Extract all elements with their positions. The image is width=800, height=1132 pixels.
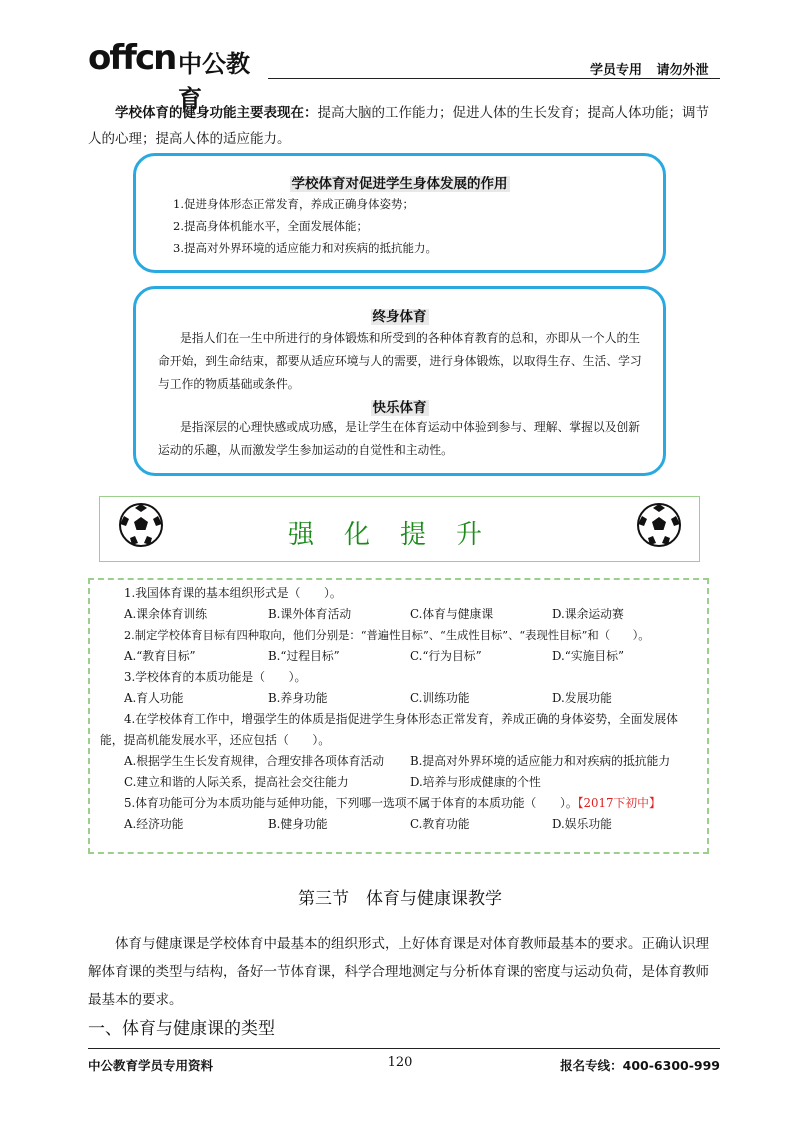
q2-option-b: B.“过程目标” bbox=[268, 649, 340, 663]
q5-option-b: B.健身功能 bbox=[268, 817, 328, 831]
box2-text-happy-pe: 是指深层的心理快感或成功感，是让学生在体育运动中体验到参与、理解、掌握以及创新运动的乐趣，从而激发学生参加运动的自觉性和主动性。 bbox=[158, 420, 641, 457]
q4-option-a: A.根据学生生长发育规律，合理安排各项体育活动 bbox=[124, 754, 385, 768]
q1-option-a: A.课余体育训练 bbox=[124, 607, 208, 621]
intro-text: 提高大脑的工作能力；促进人体的生长发育；提高人体功能；调节人的心理；提高人体的适应能力。 bbox=[88, 105, 709, 147]
intro-paragraph bbox=[88, 100, 720, 152]
box2-title-lifelong-pe: 终身体育 bbox=[372, 309, 427, 325]
page-number: 120 bbox=[387, 1055, 413, 1070]
box1-item: 1.促进身体形态正常发育，养成正确身体姿势； bbox=[173, 197, 414, 211]
box1-title: 学校体育对促进学生身体发展的作用 bbox=[291, 176, 508, 192]
q2-option-d: D.“实施目标” bbox=[552, 649, 625, 663]
q2-option-c: C.“行为目标” bbox=[410, 649, 482, 663]
q5-option-a: A.经济功能 bbox=[124, 817, 184, 831]
footer-hotline: 报名专线：400-6300-999 bbox=[560, 1058, 720, 1073]
q4-option-d: D.培养与形成健康的个性 bbox=[410, 775, 541, 789]
q1-option-d: D.课余运动赛 bbox=[552, 607, 624, 621]
q4-option-b: B.提高对外界环境的适应能力和对疾病的抵抗能力 bbox=[410, 754, 671, 768]
q1-stem: 1.我国体育课的基本组织形式是（ ）。 bbox=[124, 586, 342, 600]
q5-stem: 5.体育功能可分为本质功能与延伸功能，下列哪一选项不属于体育的本质功能（ ）。 bbox=[124, 796, 578, 810]
q1-option-b: B.课外体育活动 bbox=[268, 607, 352, 621]
q2-option-a: A.“教育目标” bbox=[124, 649, 196, 663]
box2-text-lifelong-pe: 是指人们在一生中所进行的身体锻炼和所受到的各种体育教育的总和，亦即从一个人的生命开始，到生命结束，都要从适应环境与人的需要，进行身体锻炼，以取得生存、生活、学习与工作的物质基础或条件。 bbox=[158, 331, 642, 391]
box2-title1-wrap bbox=[133, 305, 666, 325]
q2-stem: 2.制定学校体育目标有四种取向，他们分别是：“普遍性目标”、“生成性目标”、“表现性目标”和（ ）。 bbox=[124, 629, 650, 642]
soccer-ball-icon bbox=[636, 502, 682, 548]
q4-stem: 4.在学校体育工作中，增强学生的体质是指促进学生身体形态正常发育，养成正确的身体姿势，全面发展体能，提高机能发展水平，还应包括（ ）。 bbox=[100, 712, 678, 747]
q3-option-d: D.发展功能 bbox=[552, 691, 612, 705]
box1-item: 3.提高对外界环境的适应能力和对疾病的抵抗能力。 bbox=[173, 241, 437, 255]
q1-option-c: C.体育与健康课 bbox=[410, 607, 494, 621]
intro-bold: 学校体育的健身功能主要表现在： bbox=[115, 105, 318, 121]
box1-title-wrap bbox=[133, 172, 666, 192]
logo bbox=[88, 36, 268, 113]
section-title: 第三节 体育与健康课教学 bbox=[298, 889, 502, 909]
header-rule bbox=[268, 78, 720, 79]
footer-left-label: 中公教育学员专用资料 bbox=[88, 1058, 214, 1073]
q5-stem-wrap bbox=[124, 793, 661, 814]
logo-text-en: offcn bbox=[88, 38, 176, 78]
q3-option-b: B.养身功能 bbox=[268, 691, 328, 705]
soccer-ball-icon bbox=[118, 502, 164, 548]
q3-option-a: A.育人功能 bbox=[124, 691, 184, 705]
box1-item: 2.提高身体机能水平，全面发展体能； bbox=[173, 219, 368, 233]
q3-option-c: C.训练功能 bbox=[410, 691, 470, 705]
box2-title-happy-pe: 快乐体育 bbox=[372, 400, 427, 416]
subsection-heading: 一、体育与健康课的类型 bbox=[88, 1019, 275, 1039]
section-paragraph: 体育与健康课是学校体育中最基本的组织形式，上好体育课是对体育教师最基本的要求。正确认识理解体育课的类型与结构，备好一节体育课，科学合理地测定与分析体育课的密度与运动负荷，是体育教师最基本的要求。 bbox=[88, 936, 709, 1008]
banner-title: 强化提升 bbox=[287, 520, 512, 550]
q5-source-tag: 【2017下初中】 bbox=[577, 796, 661, 810]
header-confidential-label: 学员专用 请勿外泄 bbox=[590, 63, 709, 78]
q5-option-c: C.教育功能 bbox=[410, 817, 470, 831]
logo-text-cn: 中公教育 bbox=[178, 50, 250, 113]
q5-option-d: D.娱乐功能 bbox=[552, 817, 612, 831]
footer-rule bbox=[88, 1048, 720, 1049]
box1-list bbox=[173, 193, 643, 259]
q3-stem: 3.学校体育的本质功能是（ ）。 bbox=[124, 670, 307, 684]
q4-option-c: C.建立和谐的人际关系，提高社会交往能力 bbox=[124, 775, 349, 789]
box2-title2-wrap bbox=[133, 396, 666, 416]
